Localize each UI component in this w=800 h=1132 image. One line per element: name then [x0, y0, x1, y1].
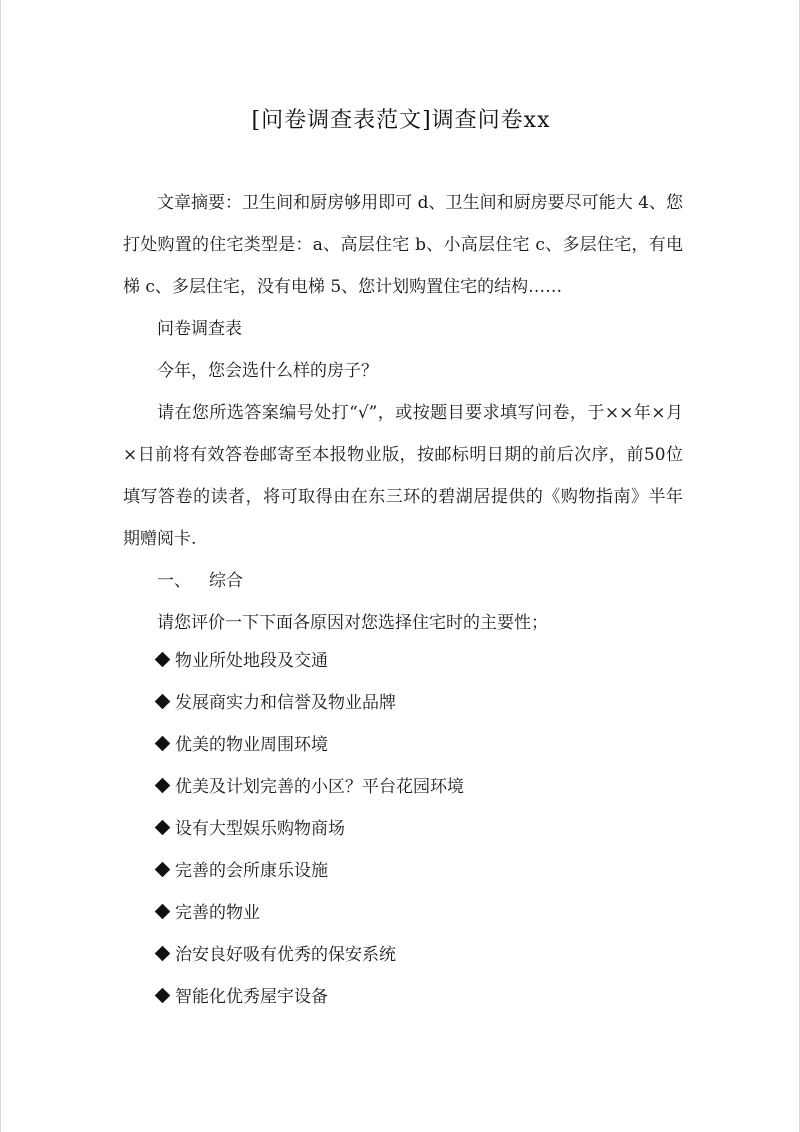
list-item: 完善的会所康乐设施 — [123, 850, 683, 892]
diamond-bullet-icon — [155, 736, 171, 752]
section-heading — [123, 560, 683, 602]
list-item: 发展商实力和信誉及物业品牌 — [123, 682, 683, 724]
diamond-bullet-icon — [155, 904, 171, 920]
rating-prompt: 请您评价一下下面各原因对您选择住宅时的主要性； — [157, 613, 548, 633]
diamond-bullet-icon — [155, 694, 171, 710]
questionnaire-heading: 问卷调查表 — [157, 319, 242, 339]
list-item: 设有大型娱乐购物商场 — [123, 808, 683, 850]
diamond-bullet-icon — [155, 778, 171, 794]
abstract-paragraph: 文章摘要：卫生间和厨房够用即可 d、卫生间和厨房要尽可能大 4、您打处购置的住宅类型是：a、高层住宅 b、小高层住宅 c、多层住宅，有电梯 c、多层住宅，没有电梯 5、您计划购置住宅的结构…… — [123, 193, 683, 297]
list-item: 完善的物业 — [123, 892, 683, 934]
list-item: 智能化优秀屋宇设备 — [123, 976, 683, 1018]
list-item: 物业所处地段及交通 — [123, 640, 683, 682]
list-item: 治安良好吸有优秀的保安系统 — [123, 934, 683, 976]
abstract-block — [123, 182, 683, 308]
list-item: 优美的物业周围环境 — [123, 724, 683, 766]
diamond-bullet-icon — [155, 946, 171, 962]
instruction-paragraph: 请在您所选答案编号处打“√”，或按题目要求填写问卷，于××年×月×日前将有效答卷邮寄至本报物业版，按邮标明日期的前后次序，前50位填写答卷的读者，将可取得由在东三环的碧湖居提供的《购物指南》半年期赠阅卡. — [123, 403, 683, 549]
document-title: [问卷调查表范文]调查问卷xx — [251, 108, 551, 133]
list-item: 优美及计划完善的小区？平台花园环境 — [123, 766, 683, 808]
section-number: 一、 — [157, 571, 191, 591]
diamond-bullet-icon — [155, 988, 171, 1004]
questionnaire-intro — [123, 308, 683, 644]
diamond-bullet-icon — [155, 820, 171, 836]
question-text: 今年，您会选什么样的房子？ — [157, 361, 378, 381]
bullet-list — [123, 640, 683, 1018]
diamond-bullet-icon — [155, 652, 171, 668]
section-label: 综合 — [209, 571, 243, 591]
diamond-bullet-icon — [155, 862, 171, 878]
